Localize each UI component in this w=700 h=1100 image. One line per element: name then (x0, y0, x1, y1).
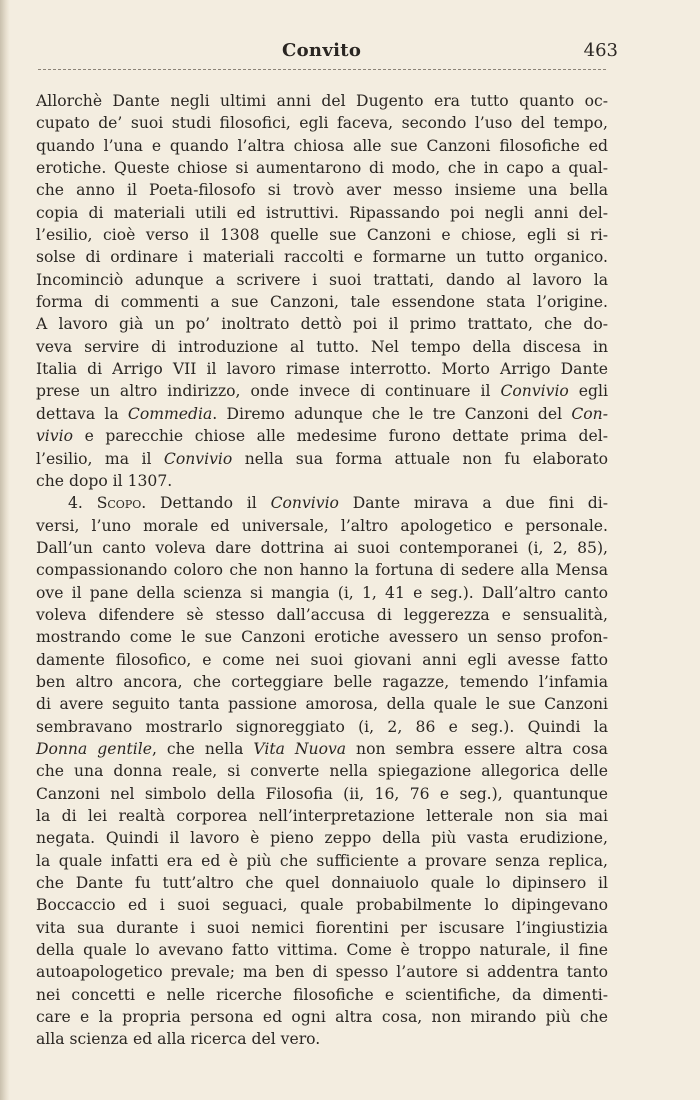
text-segment: . Diremo adunque che le tre Canzoni del (212, 404, 572, 423)
text-line: ove il pane della scienza si mangia (i, 1, 41 e seg.). Dall’altro canto (36, 583, 608, 602)
text-line (36, 738, 608, 760)
italic-title: Convivio (163, 449, 233, 468)
text-line: Boccaccio ed i suoi seguaci, quale probabilmente lo dipingevano (36, 896, 608, 915)
text-line: erotiche. Queste chiose si aumentarono di modo, che in capo a qual- (36, 159, 608, 178)
text-line (36, 448, 608, 470)
text-line: versi, l’uno morale ed universale, l’altro apologetico e personale. (36, 516, 608, 535)
italic-title: Donna gentile (36, 739, 152, 758)
text-line (36, 425, 608, 447)
text-line: A lavoro già un po’ inoltrato dettò poi il primo trattato, che do- (36, 315, 608, 334)
text-line: alla scienza ed alla ricerca del vero. (36, 1030, 321, 1049)
text-line: l’esilio, cioè verso il 1308 quelle sue Canzoni e chiose, egli si ri- (36, 226, 608, 245)
text-line: Dall’un canto voleva dare dottrina ai suoi contemporanei (i, 2, 85), (36, 538, 608, 557)
text-line: mostrando come le sue Canzoni erotiche avessero un senso profon- (36, 628, 608, 647)
text-segment: l’esilio, ma il (36, 449, 164, 468)
text-line: Italia di Arrigo VII il lavoro rimase interrotto. Morto Arrigo Dante (36, 360, 608, 379)
text-segment: e parecchie chiose alle medesime furono dettate prima del- (72, 427, 608, 446)
text-segment: egli (568, 382, 608, 401)
text-line: Canzoni nel simbolo della Filosofia (ii, 16, 76 e seg.), quantunque (36, 784, 608, 803)
text-line: solse di ordinare i materiali raccolti e formarne un tutto organico. (36, 248, 608, 267)
text-line: damente filosofico, e come nei suoi giovani anni egli avesse fatto (36, 650, 608, 669)
text-line (36, 380, 608, 402)
text-segment: nella sua forma attuale non fu elaborato (232, 449, 608, 468)
header-rule (38, 69, 606, 70)
text-segment: 4. (68, 494, 97, 513)
text-line (36, 492, 608, 514)
text-line: compassionando coloro che non hanno la fortuna di sedere alla Mensa (36, 561, 608, 580)
text-line: autoapologetico prevale; ma ben di spesso l’autore si addentra tanto (36, 963, 608, 982)
page-number: 463 (583, 40, 618, 61)
text-segment: . Dettando il (141, 494, 271, 513)
text-line: sembravano mostrarlo signoreggiato (i, 2, 86 e seg.). Quindi la (36, 717, 608, 736)
text-line: negata. Quindi il lavoro è pieno zeppo della più vasta erudizione, (36, 829, 608, 848)
text-line: la quale infatti era ed è più che sufficiente a provare senza replica, (36, 851, 608, 870)
italic-title: vivio (36, 427, 73, 446)
text-line: quando l’una e quando l’altra chiosa alle sue Canzoni filosofiche ed (36, 136, 608, 155)
italic-title: Vita Nuova (253, 739, 347, 758)
text-line: di avere seguito tanta passione amorosa, della quale le sue Canzoni (36, 695, 608, 714)
text-line: che una donna reale, si converte nella spiegazione allegorica delle (36, 762, 608, 781)
running-title: Convito (282, 40, 362, 61)
text-line: veva servire di introduzione al tutto. Nel tempo della discesa in (36, 337, 608, 356)
text-line: cupato de’ suoi studi filosofici, egli faceva, secondo l’uso del tempo, (36, 114, 608, 133)
text-line: forma di commenti a sue Canzoni, tale essendone stata l’origine. (36, 293, 608, 312)
text-line: la di lei realtà corporea nell’interpretazione letterale non sia mai (36, 807, 608, 825)
italic-title: Convivio (270, 494, 339, 513)
text-segment: Dante mirava a due fini di- (338, 494, 609, 513)
text-line: voleva difendere sè stesso dall’accusa di leggerezza e sensualità, (36, 605, 608, 624)
text-line: care e la propria persona ed ogni altra cosa, non mirando più che (36, 1008, 608, 1027)
text-line: copia di materiali utili ed istruttivi. Ripassando poi negli anni del- (36, 203, 608, 222)
text-line: nei concetti e nelle ricerche filosofiche e scientifiche, da dimenti- (36, 985, 608, 1004)
text-line: Allorchè Dante negli ultimi anni del Dugento era tutto quanto oc- (36, 92, 608, 110)
body-text (36, 90, 608, 1051)
text-line: che dopo il 1307. (36, 471, 173, 490)
section-heading: Scopo (96, 494, 142, 513)
italic-title: Convivio (500, 382, 569, 401)
text-line (36, 403, 608, 425)
text-line: vita sua durante i suoi nemici fiorentini per iscusare l’ingiustizia (36, 918, 608, 937)
text-line: ben altro ancora, che corteggiare belle ragazze, temendo l’infamia (36, 672, 608, 691)
text-segment: non sembra essere altra cosa (346, 739, 608, 758)
italic-title: Con- (571, 404, 608, 423)
page-header (0, 40, 700, 64)
text-line: della quale lo avevano fatto vittima. Come è troppo naturale, il fine (36, 941, 608, 960)
text-line: che Dante fu tutt’altro che quel donnaiuolo quale lo dipinsero il (36, 874, 608, 893)
italic-title: Commedia (127, 404, 213, 423)
text-segment: dettava la (36, 404, 128, 423)
text-segment: , che nella (151, 739, 254, 758)
text-line: che anno il Poeta-filosofo si trovò aver messo insieme una bella (36, 181, 608, 200)
text-line: Incominciò adunque a scrivere i suoi trattati, dando al lavoro la (36, 270, 608, 289)
text-segment: prese un altro indirizzo, onde invece di continuare il (36, 382, 501, 401)
page-binding-shadow (0, 0, 10, 1100)
